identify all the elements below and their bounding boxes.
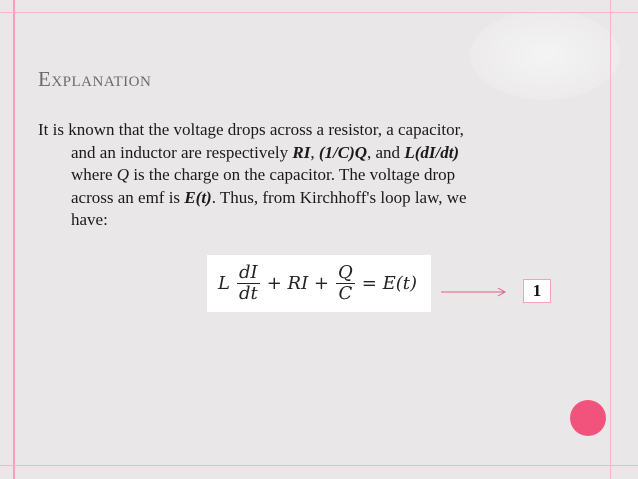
kirchhoff-equation-image xyxy=(207,255,431,312)
slide-title: Explanation xyxy=(38,67,152,91)
decorative-pink-circle xyxy=(570,400,606,436)
equation-lead: L xyxy=(218,273,230,294)
bottom-border-line xyxy=(0,465,638,466)
emf-term: E(t) xyxy=(184,187,212,207)
paragraph-line-4: across an emf is E(t). Thus, from Kirchhoff's loop law, we xyxy=(71,187,467,207)
paragraph-line-3: where Q is the charge on the capacitor. The voltage drop xyxy=(71,165,456,184)
equation-fraction-q-c: $\frac{Q}{C}$ xyxy=(338,262,353,304)
left-border-line xyxy=(13,0,15,479)
paragraph-line-1: It is known that the voltage drops across a resistor, a capacitor, xyxy=(38,120,464,139)
capacitor-drop-term: (1/C)Q xyxy=(318,142,368,162)
equation-fraction-di-dt: $\frac{dI}{dt}$ xyxy=(238,262,258,304)
equation-number-badge: 1 xyxy=(523,279,551,303)
inductor-drop-term: L(dI/dt) xyxy=(404,142,460,162)
paragraph-line-5: have: xyxy=(71,210,108,229)
background-glow xyxy=(470,10,620,100)
equation-tail: = E(t) xyxy=(361,273,417,294)
equation-middle: + RI + xyxy=(266,273,329,294)
charge-symbol: Q xyxy=(116,165,130,184)
paragraph-line-2: and an inductor are respectively RI, (1/C)Q, and L(dI/dt) xyxy=(71,142,460,162)
resistor-drop-term: RI xyxy=(292,142,311,162)
right-border-line xyxy=(610,0,611,479)
right-arrow-icon xyxy=(441,287,507,297)
top-border-line xyxy=(0,12,638,13)
explanation-paragraph xyxy=(38,119,598,232)
